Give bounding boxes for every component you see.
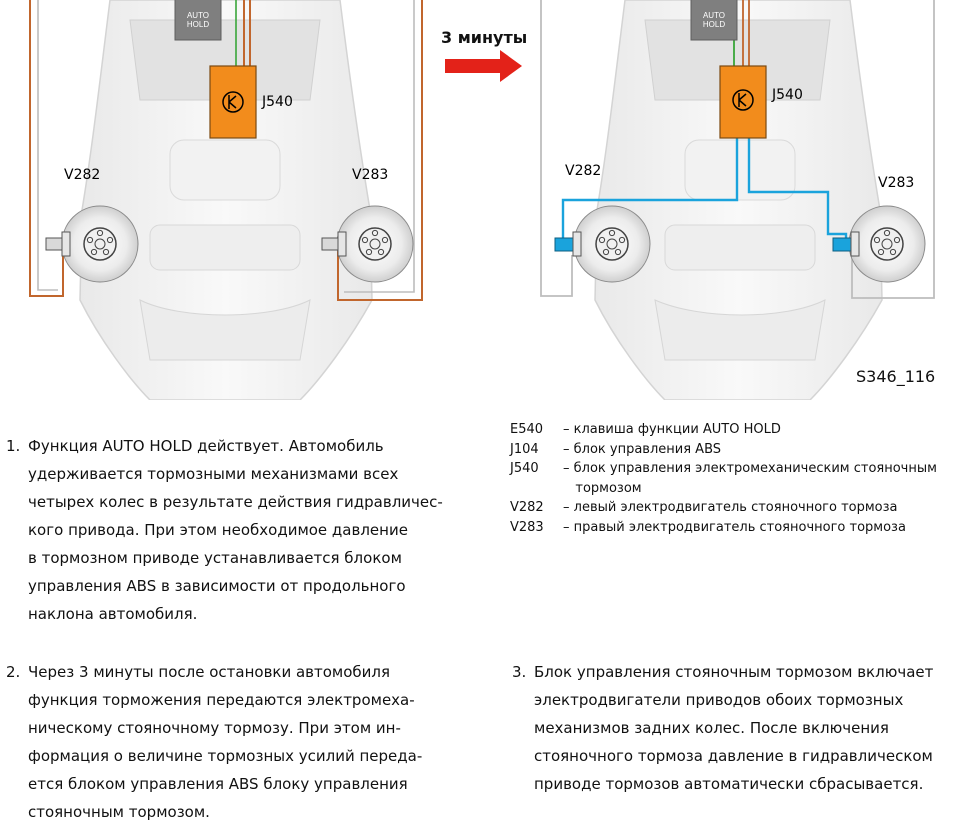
auto-hold-switch-left xyxy=(175,0,221,40)
paragraph-line: ническому стояночному тормозу. При этом ин- xyxy=(28,719,401,737)
paragraph-line: механизмов задних колес. После включения xyxy=(534,719,889,737)
switch-text-left-2: HOLD xyxy=(186,20,210,29)
car-left xyxy=(80,0,372,400)
paragraph-line: функция торможения передаются электромеха- xyxy=(28,691,415,709)
paragraph-line: Функция AUTO HOLD действует. Автомобиль xyxy=(28,437,384,455)
legend-code: V282 xyxy=(510,500,544,515)
motor-label-v283-right: V283 xyxy=(878,175,915,191)
motor-label-v282-left: V282 xyxy=(64,167,101,183)
paragraph-number: 3. xyxy=(512,663,527,681)
paragraph-number: 2. xyxy=(6,663,21,681)
legend-desc: – блок управления ABS xyxy=(563,441,722,457)
paragraph-line: ется блоком управления ABS блоку управления xyxy=(28,775,408,793)
legend-code: J104 xyxy=(510,441,539,457)
module-label-left: J540 xyxy=(262,94,293,110)
legend-desc: – левый электродвигатель стояночного тормоза xyxy=(563,500,898,515)
paragraph-line: удерживается тормозными механизмами всех xyxy=(28,465,399,483)
legend-code: E540 xyxy=(510,422,544,437)
paragraph-line: в тормозном приводе устанавливается блоком xyxy=(28,549,402,567)
transistor-icon xyxy=(733,90,753,110)
paragraph-line: стояночным тормозом. xyxy=(28,803,210,821)
transition-arrow xyxy=(445,50,522,82)
figure-id: S346_116 xyxy=(856,367,936,386)
legend-desc: – клавиша функции AUTO HOLD xyxy=(563,422,781,437)
module-label-right: J540 xyxy=(772,87,803,103)
switch-text-left-1: AUTO xyxy=(186,11,210,20)
paragraph-line: электродвигатели приводов обоих тормозных xyxy=(534,691,904,709)
brake-diagram xyxy=(0,0,969,400)
switch-text-right-2: HOLD xyxy=(702,20,726,29)
brake-disc-rear-left-b xyxy=(555,206,650,282)
paragraph-line: кого привода. При этом необходимое давление xyxy=(28,521,408,539)
legend-desc: – блок управления электромеханическим стояночным xyxy=(563,461,937,476)
arrow-label: 3 минуты xyxy=(441,28,528,47)
paragraph-number: 1. xyxy=(6,437,21,455)
auto-hold-switch-right xyxy=(691,0,737,40)
paragraph-line: наклона автомобиля. xyxy=(28,605,198,623)
switch-text-right-1: AUTO xyxy=(702,11,726,20)
paragraph-line: приводе тормозов автоматически сбрасывается. xyxy=(534,775,924,793)
paragraph-line: управления ABS в зависимости от продольного xyxy=(28,577,406,595)
legend-desc: – правый электродвигатель стояночного тормоза xyxy=(563,519,906,535)
legend-code: J540 xyxy=(510,461,539,476)
paragraph-line: Блок управления стояночным тормозом включает xyxy=(534,663,934,681)
paragraph-line: формация о величине тормозных усилий переда- xyxy=(28,747,423,765)
transistor-icon xyxy=(223,92,243,112)
paragraph-line: стояночного тормоза давление в гидравлическом xyxy=(534,747,933,765)
motor-label-v283-left: V283 xyxy=(352,167,389,183)
paragraph-line: четырех колес в результате действия гидравличес- xyxy=(28,493,443,511)
paragraph-line: Через 3 минуты после остановки автомобиля xyxy=(28,663,391,681)
legend-desc: тормозом xyxy=(563,480,642,496)
motor-label-v282-right: V282 xyxy=(565,163,602,179)
legend-code: V283 xyxy=(510,519,544,535)
brake-disc-rear-left-a xyxy=(46,206,138,282)
